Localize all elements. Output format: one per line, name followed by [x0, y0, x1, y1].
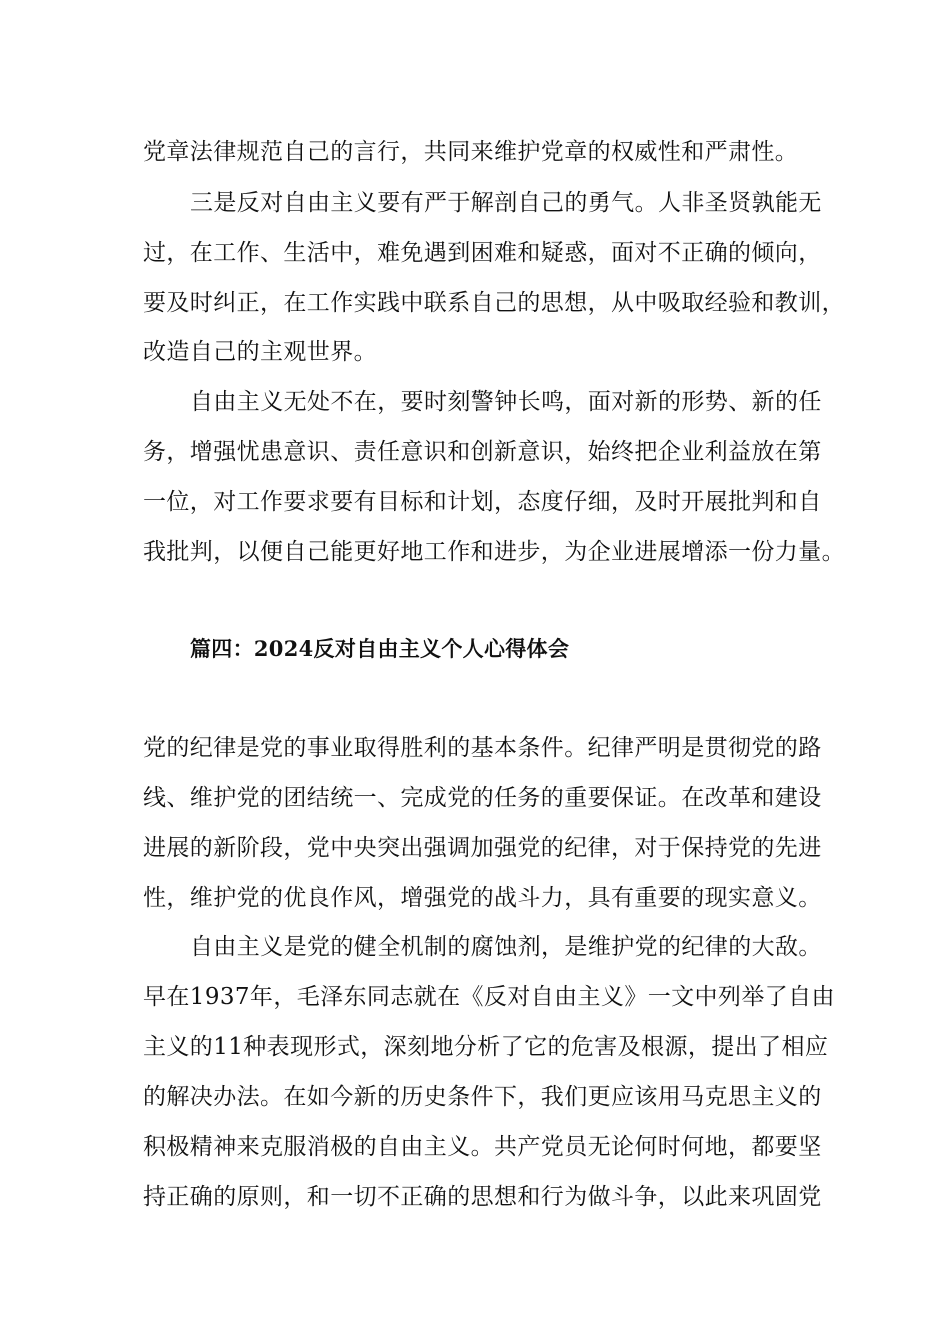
paragraph-3-line-4: 我批判，以便自己能更好地工作和进步，为企业进展增添一份力量。: [143, 539, 845, 565]
paragraph-1-line-1: 党章法律规范自己的言行，共同来维护党章的权威性和严肃性。: [143, 139, 799, 165]
paragraph-3-line-3: 一位，对工作要求要有目标和计划，态度仔细，及时开展批判和自: [143, 489, 822, 515]
paragraph-5-line-1: 自由主义是党的健全机制的腐蚀剂，是维护党的纪律的大敌。: [190, 934, 822, 960]
paragraph-2-line-4: 改造自己的主观世界。: [143, 339, 377, 365]
paragraph-4-line-1: 党的纪律是党的事业取得胜利的基本条件。纪律严明是贯彻党的路: [143, 735, 822, 761]
paragraph-4-line-2: 线、维护党的团结统一、完成党的任务的重要保证。在改革和建设: [143, 785, 822, 811]
paragraph-3-line-2: 务，增强忧患意识、责任意识和创新意识，始终把企业利益放在第: [143, 439, 822, 465]
paragraph-4-line-3: 进展的新阶段，党中央突出强调加强党的纪律，对于保持党的先进: [143, 835, 822, 861]
paragraph-4-line-4: 性，维护党的优良作风，增强党的战斗力，具有重要的现实意义。: [143, 885, 822, 911]
paragraph-5-line-2: 早在1937年，毛泽东同志就在《反对自由主义》一文中列举了自由: [143, 984, 835, 1010]
paragraph-5-line-3: 主义的11种表现形式，深刻地分析了它的危害及根源，提出了相应: [143, 1034, 829, 1060]
paragraph-5-line-5: 积极精神来克服消极的自由主义。共产党员无论何时何地，都要坚: [143, 1134, 822, 1160]
paragraph-2-line-3: 要及时纠正，在工作实践中联系自己的思想，从中吸取经验和教训，: [143, 290, 845, 316]
paragraph-2-line-2: 过，在工作、生活中，难免遇到困难和疑惑，面对不正确的倾向，: [143, 240, 822, 266]
section-heading: 篇四：2024反对自由主义个人心得体会: [190, 636, 570, 661]
paragraph-5-line-6: 持正确的原则，和一切不正确的思想和行为做斗争，以此来巩固党: [143, 1184, 822, 1210]
paragraph-2-line-1: 三是反对自由主义要有严于解剖自己的勇气。人非圣贤孰能无: [190, 190, 822, 216]
paragraph-3-line-1: 自由主义无处不在，要时刻警钟长鸣，面对新的形势、新的任: [190, 389, 822, 415]
paragraph-5-line-4: 的解决办法。在如今新的历史条件下，我们更应该用马克思主义的: [143, 1084, 822, 1110]
